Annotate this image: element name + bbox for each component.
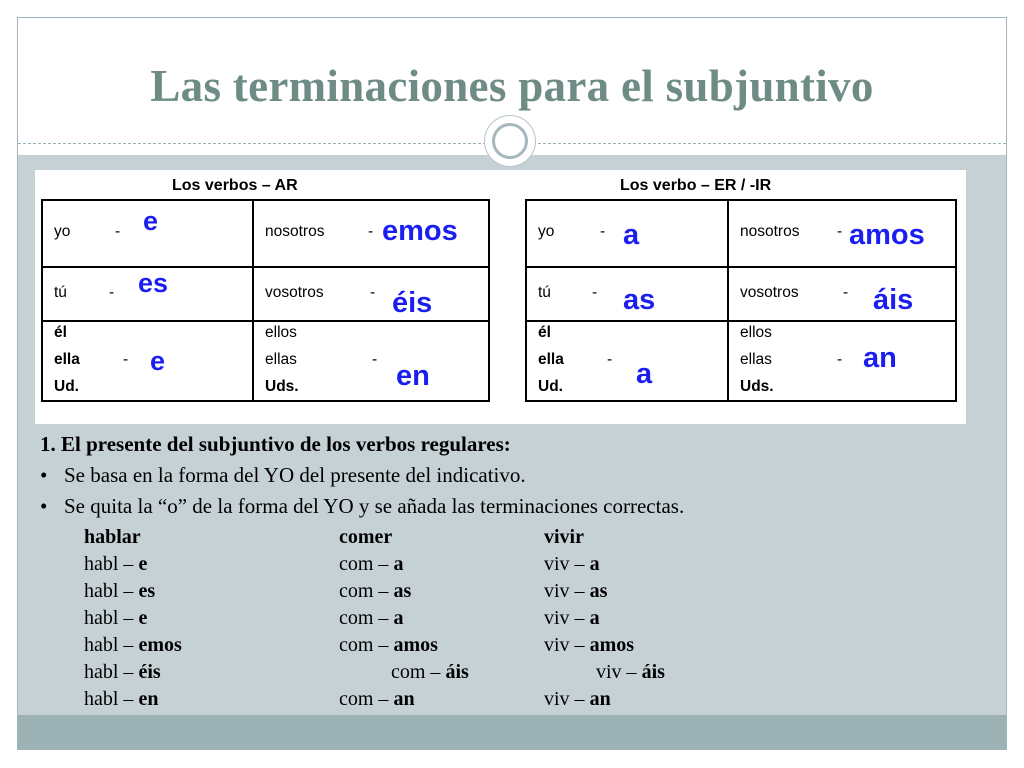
ending-yo: e <box>143 206 159 236</box>
verb-form <box>391 661 469 684</box>
slide-title: Las terminaciones para el subjuntivo <box>150 61 874 111</box>
dash-label: - <box>372 351 378 368</box>
ar-cell-nosotros <box>253 200 489 267</box>
er-cell-el <box>526 321 728 401</box>
pronoun-label: ellos <box>265 324 297 341</box>
dash-label: - <box>607 351 613 368</box>
ending-el: a <box>636 358 653 390</box>
bottom-bar <box>18 715 1006 750</box>
pronoun-label: él <box>538 324 551 341</box>
pronoun-label: tú <box>538 284 551 301</box>
verb-stem: com – <box>339 580 394 602</box>
verb-form <box>544 607 600 630</box>
verb-header-hablar: hablar <box>84 526 141 548</box>
er-ir-endings-table <box>525 199 957 402</box>
ar-cell-ellos <box>253 321 489 401</box>
dash-label: - <box>843 284 849 301</box>
dash-label: - <box>368 223 374 240</box>
pronoun-label: yo <box>538 223 555 240</box>
conjugation-panel <box>35 170 966 424</box>
pronoun-label: ellos <box>740 324 772 341</box>
ending-ellos: an <box>863 342 897 374</box>
verb-ending: as <box>589 580 608 602</box>
er-cell-yo <box>526 200 728 267</box>
verb-ending: as <box>393 580 412 602</box>
er-cell-tu <box>526 267 728 321</box>
dash-label: - <box>837 351 843 368</box>
ending-el: e <box>150 346 166 376</box>
verb-form <box>339 607 403 630</box>
verb-ending: es <box>138 580 156 602</box>
verb-form <box>339 688 415 711</box>
verb-stem: habl – <box>84 634 139 656</box>
verb-stem: habl – <box>84 661 139 683</box>
pronoun-label: Ud. <box>538 378 563 395</box>
verb-stem: habl – <box>84 580 139 602</box>
verb-stem: viv – <box>544 553 590 575</box>
bullet-icon: • <box>40 463 48 487</box>
verb-form <box>84 688 158 711</box>
ending-vosotros: éis <box>392 287 433 319</box>
er-ir-table-heading: Los verbo – ER / -IR <box>620 177 772 194</box>
verb-form <box>84 661 161 684</box>
dash-label: - <box>109 284 115 301</box>
er-cell-ellos <box>728 321 956 401</box>
bullet-text: Se basa en la forma del YO del presente del indicativo. <box>64 463 526 487</box>
verb-stem: viv – <box>544 580 590 602</box>
dash-label: - <box>600 223 606 240</box>
verb-ending: e <box>138 607 148 629</box>
ending-yo: a <box>623 219 640 251</box>
dash-label: - <box>123 351 129 368</box>
verb-ending: amos <box>393 634 438 656</box>
verb-stem: habl – <box>84 688 139 710</box>
circle-ornament-icon <box>484 115 536 167</box>
verb-form <box>544 553 600 576</box>
verb-form <box>339 553 403 576</box>
pronoun-label: Ud. <box>54 378 79 395</box>
bullet-text: Se quita la “o” de la forma del YO y se añada las terminaciones correctas. <box>64 494 685 518</box>
verb-ending: emos <box>138 634 182 656</box>
pronoun-label: él <box>54 324 67 341</box>
dash-label: - <box>115 223 121 240</box>
notes-heading: 1. El presente del subjuntivo de los verbos regulares: <box>40 432 511 456</box>
verb-header-comer: comer <box>339 526 393 548</box>
verb-stem: habl – <box>84 607 139 629</box>
verb-stem: viv – <box>544 634 590 656</box>
verb-form <box>596 661 665 684</box>
dash-label: - <box>370 284 376 301</box>
dash-label: - <box>837 223 843 240</box>
verb-ending: a <box>589 607 600 629</box>
pronoun-label: ella <box>54 351 80 368</box>
ar-cell-vosotros <box>253 267 489 321</box>
ending-vosotros: áis <box>873 284 914 316</box>
ar-endings-table <box>41 199 490 402</box>
pronoun-label: ella <box>538 351 564 368</box>
verb-ending: e <box>138 553 148 575</box>
dash-label: - <box>592 284 598 301</box>
verb-form <box>84 553 147 576</box>
ending-nosotros: amos <box>849 219 925 251</box>
verb-ending: a <box>393 607 404 629</box>
verb-form <box>84 580 155 603</box>
ar-cell-tu <box>42 267 253 321</box>
verb-stem: com – <box>339 634 394 656</box>
verb-stem: com – <box>339 607 394 629</box>
verb-ending: áis <box>641 661 665 683</box>
verb-header-vivir: vivir <box>544 526 584 548</box>
verb-ending: a <box>393 553 404 575</box>
pronoun-label: nosotros <box>740 223 800 240</box>
er-cell-nosotros <box>728 200 956 267</box>
verb-ending: amos <box>589 634 635 656</box>
verb-ending: an <box>393 688 415 710</box>
pronoun-label: tú <box>54 284 67 301</box>
verb-stem: viv – <box>596 661 642 683</box>
verb-form <box>84 607 147 630</box>
verb-form <box>544 634 634 657</box>
ar-cell-el <box>42 321 253 401</box>
verb-form <box>339 634 438 657</box>
verb-form <box>544 580 607 603</box>
pronoun-label: nosotros <box>265 223 325 240</box>
pronoun-label: Uds. <box>265 378 299 395</box>
bullet-icon: • <box>40 494 48 518</box>
pronoun-label: ellas <box>740 351 772 368</box>
ending-tu: as <box>623 284 656 316</box>
verb-stem: com – <box>339 553 394 575</box>
verb-ending: an <box>589 688 611 710</box>
verb-form <box>544 688 611 711</box>
ending-nosotros: emos <box>382 215 458 247</box>
verb-stem: viv – <box>544 688 590 710</box>
pronoun-label: vosotros <box>740 284 799 301</box>
verb-stem: viv – <box>544 607 590 629</box>
verb-ending: en <box>138 688 159 710</box>
pronoun-label: ellas <box>265 351 297 368</box>
verb-ending: áis <box>445 661 469 683</box>
verb-stem: com – <box>339 688 394 710</box>
ending-ellos: en <box>396 360 430 392</box>
verb-form <box>84 634 182 657</box>
pronoun-label: yo <box>54 223 71 240</box>
verb-form <box>339 580 411 603</box>
er-cell-vosotros <box>728 267 956 321</box>
ar-table-heading: Los verbos – AR <box>172 177 298 194</box>
verb-stem: habl – <box>84 553 139 575</box>
verb-ending: éis <box>138 661 161 683</box>
verb-ending: a <box>589 553 600 575</box>
pronoun-label: vosotros <box>265 284 324 301</box>
ending-tu: es <box>138 268 169 298</box>
ar-cell-yo <box>42 200 253 267</box>
verb-stem: com – <box>391 661 446 683</box>
pronoun-label: Uds. <box>740 378 774 395</box>
